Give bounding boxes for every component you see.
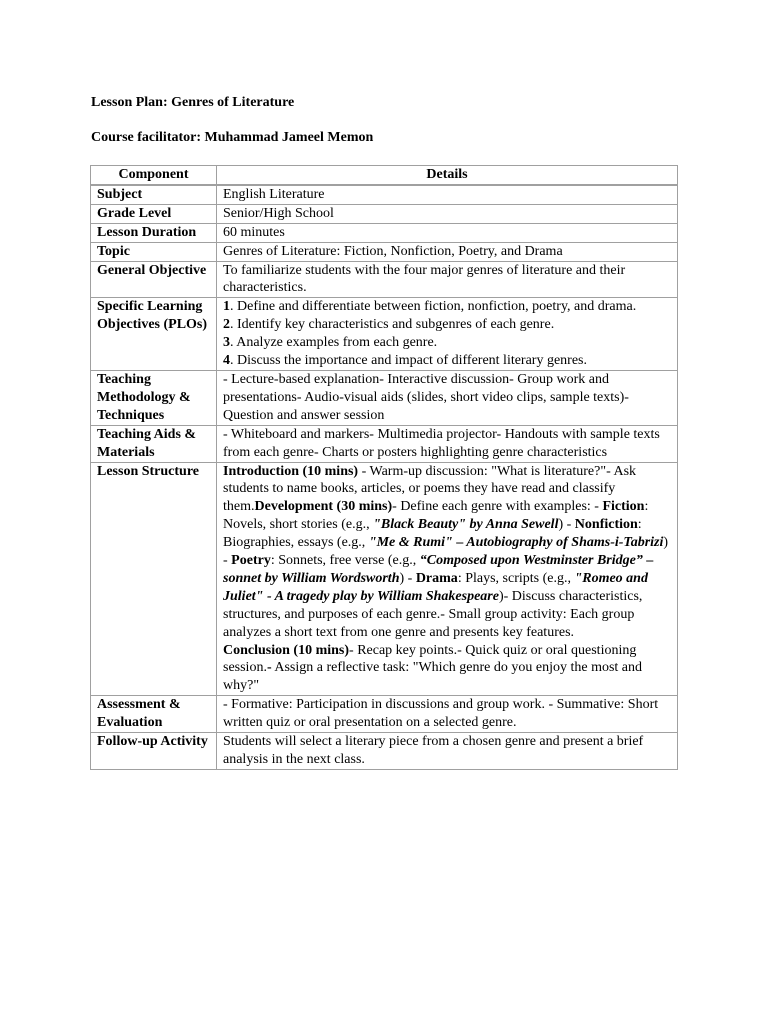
component-cell: General Objective (91, 261, 217, 298)
development-text: - Define each genre with examples: - (392, 499, 603, 515)
plo-number: 3 (223, 335, 230, 351)
details-cell: To familiarize students with the four major genres of literature and their characteristics. (217, 261, 678, 298)
table-header-row (91, 166, 678, 185)
fiction-text: : Novels, short stories (e.g., (223, 499, 649, 533)
table-row (91, 370, 678, 425)
plo-item (223, 352, 671, 370)
component-cell: Specific Learning Objectives (PLOs) (91, 298, 217, 371)
nonfiction-example: "Me & Rumi" – Autobiography of Shams-i-Tabrizi (368, 535, 664, 551)
table-row (91, 185, 678, 204)
table-row (91, 242, 678, 261)
component-cell: Lesson Duration (91, 223, 217, 242)
component-cell: Lesson Structure (91, 462, 217, 696)
nonfiction-label: Nonfiction (574, 517, 638, 533)
details-cell: Senior/High School (217, 204, 678, 223)
component-cell: Teaching Aids & Materials (91, 425, 217, 462)
table-row (91, 223, 678, 242)
nonfiction-text: : Biographies, essays (e.g., (223, 517, 642, 551)
table-row (91, 261, 678, 298)
poetry-after: ) - (399, 570, 416, 586)
table-row (91, 298, 678, 371)
component-cell: Follow-up Activity (91, 733, 217, 770)
details-cell (217, 298, 678, 371)
plo-text: . Define and differentiate between fiction, nonfiction, poetry, and drama. (230, 299, 637, 315)
document-title: Lesson Plan: Genres of Literature (91, 95, 295, 110)
fiction-label: Fiction (602, 499, 645, 515)
table-row (91, 733, 678, 770)
drama-example: "Romeo and Juliet" - A tragedy play by William Shakespeare (223, 570, 648, 604)
component-cell: Teaching Methodology & Techniques (91, 370, 217, 425)
details-cell: - Whiteboard and markers- Multimedia projector- Handouts with sample texts from each genre- Charts or posters highlighting genre characteristics (217, 425, 678, 462)
table-row (91, 204, 678, 223)
structure-intro-development (223, 463, 671, 642)
fiction-after: ) - (558, 517, 575, 533)
component-cell: Assessment & Evaluation (91, 696, 217, 733)
conclusion-text: - Recap key points.- Quick quiz or oral questioning session. (223, 642, 637, 676)
table-row (91, 462, 678, 696)
component-cell: Grade Level (91, 204, 217, 223)
details-cell: English Literature (217, 185, 678, 204)
details-cell: - Lecture-based explanation- Interactive discussion- Group work and presentations- Audio-visual aids (slides, short video clips, sample texts)- Question and answer session (217, 370, 678, 425)
details-cell: - Formative: Participation in discussions and group work. - Summative: Short written quiz or oral presentation on a selected genre. (217, 696, 678, 733)
plo-item (223, 334, 671, 352)
table-row (91, 696, 678, 733)
plo-item (223, 298, 671, 316)
development-label: Development (30 mins) (254, 499, 393, 515)
fiction-example: "Black Beauty" by Anna Sewell (373, 517, 559, 533)
plo-number: 2 (223, 317, 230, 333)
component-cell: Topic (91, 242, 217, 261)
poetry-text: : Sonnets, free verse (e.g., (270, 553, 420, 569)
header-details: Details (217, 166, 678, 185)
plo-text: . Identify key characteristics and subgenres of each genre. (230, 317, 555, 333)
plo-text: . Discuss the importance and impact of different literary genres. (230, 353, 588, 369)
lesson-plan-table (90, 165, 678, 770)
header-component: Component (91, 166, 217, 185)
drama-label: Drama (415, 570, 458, 586)
table-row (91, 425, 678, 462)
lesson-structure-cell (217, 462, 678, 696)
details-cell: Students will select a literary piece from a chosen genre and present a brief analysis in the next class. (217, 733, 678, 770)
plo-number: 1 (223, 299, 230, 315)
plo-number: 4 (223, 353, 230, 369)
conclusion-dash: - (266, 660, 272, 676)
conclusion-text-2: Assign a reflective task: "Which genre do you enjoy the most and why?" (223, 660, 643, 694)
poetry-label: Poetry (231, 553, 271, 569)
details-cell: Genres of Literature: Fiction, Nonfiction, Poetry, and Drama (217, 242, 678, 261)
intro-text: - Warm-up discussion: "What is literature?"- Ask students to name books, articles, or poems they have read and classify them. (223, 463, 637, 515)
course-facilitator: Course facilitator: Muhammad Jameel Memon (91, 130, 374, 145)
structure-conclusion (223, 642, 671, 696)
plo-item (223, 316, 671, 334)
component-cell: Subject (91, 185, 217, 204)
details-cell: 60 minutes (217, 223, 678, 242)
nonfiction-after: ) - (223, 535, 669, 569)
drama-text: : Plays, scripts (e.g., (457, 570, 575, 586)
intro-label: Introduction (10 mins) (223, 463, 359, 479)
conclusion-label: Conclusion (10 mins) (223, 642, 350, 658)
poetry-example: “Composed upon Westminster Bridge” – sonnet by William Wordsworth (223, 553, 654, 586)
plo-text: . Analyze examples from each genre. (230, 335, 438, 351)
drama-after: )- Discuss characteristics, structures, and purposes of each genre.- Small group activity: Each group analyzes a short text from one genre and presents key features. (223, 588, 643, 640)
